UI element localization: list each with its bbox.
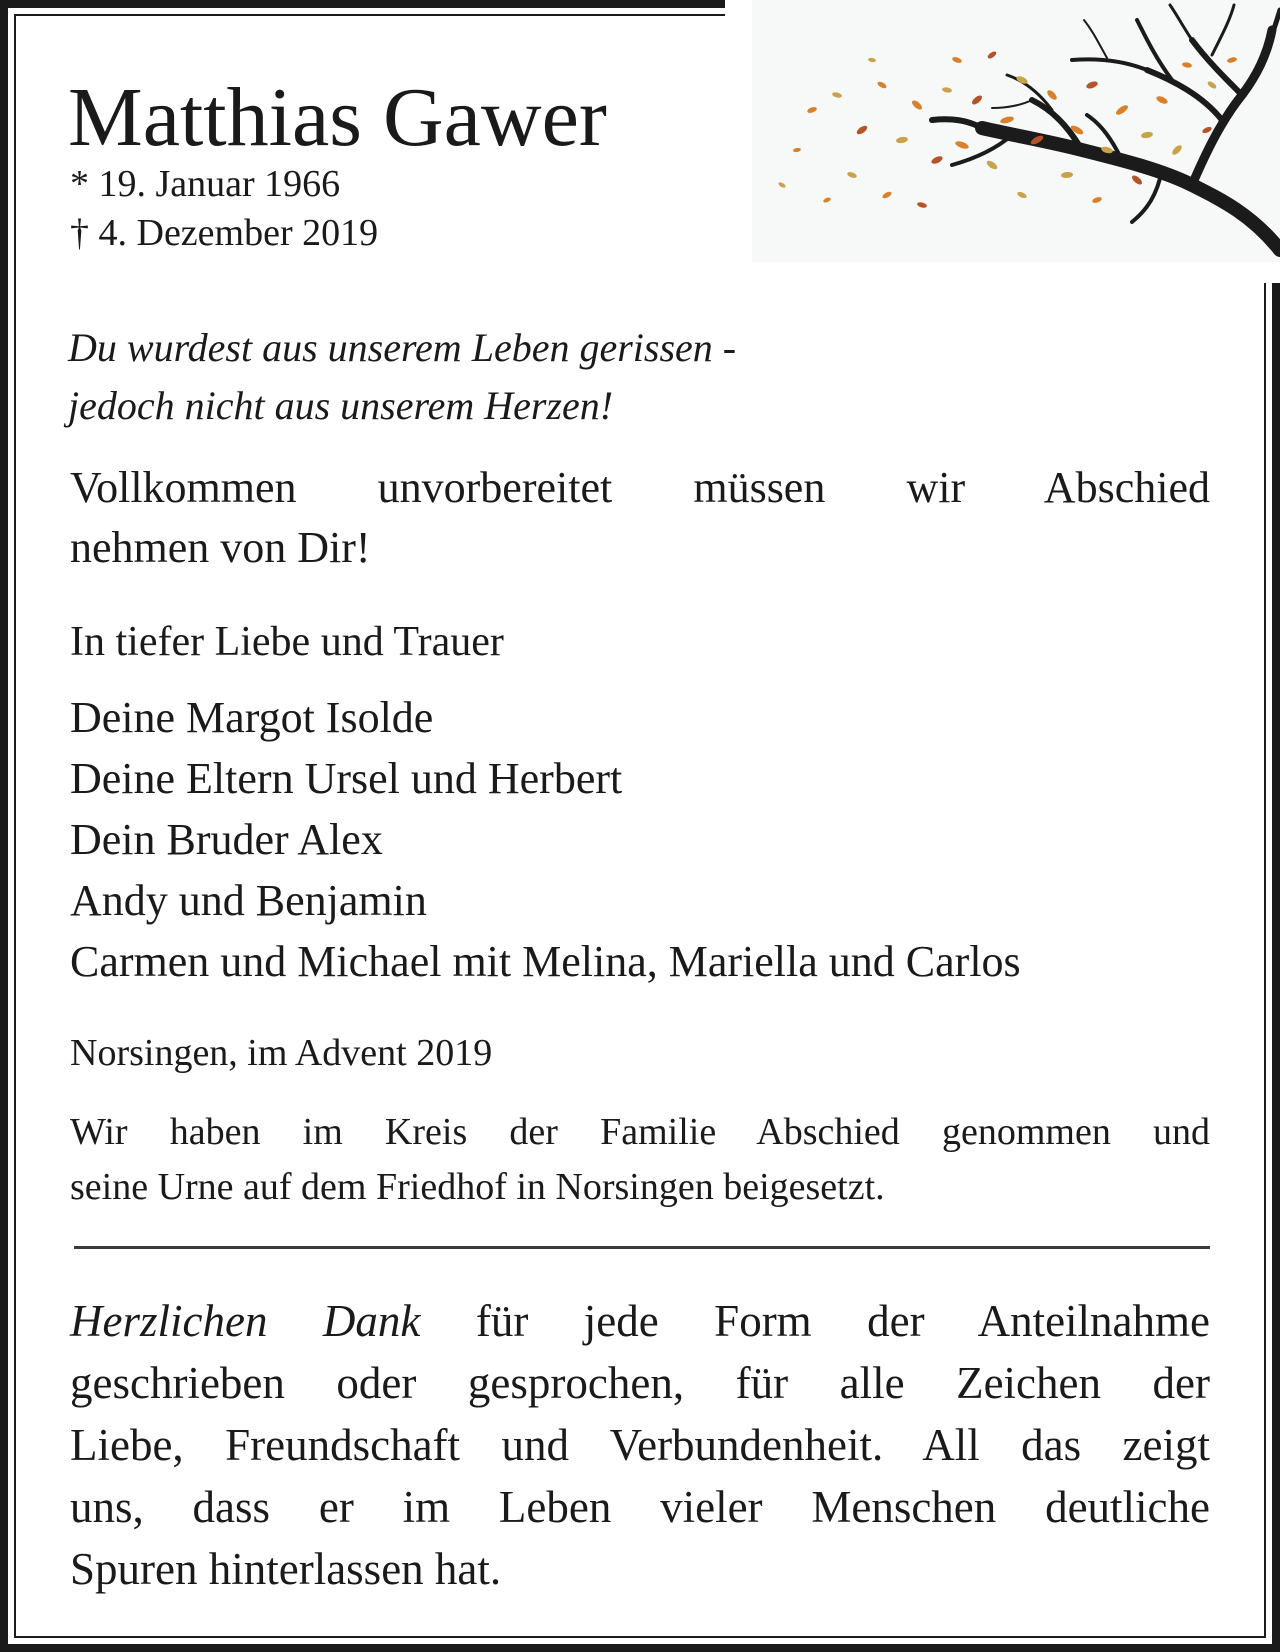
thanks-line-2: geschrieben oder gesprochen, für alle Zeichen der (70, 1358, 1210, 1408)
thanks-line-4: uns, dass er im Leben vieler Menschen deutliche (70, 1482, 1210, 1532)
quote-line-1: Du wurdest aus unserem Leben gerissen - (68, 325, 737, 370)
intro-line-2: nehmen von Dir! (70, 523, 371, 572)
birth-date: * 19. Januar 1966 (70, 163, 341, 205)
frame-right-inner (1264, 283, 1266, 1638)
thanks-line-1-rest: für jede Form der Anteilnahme (475, 1296, 1211, 1346)
frame-left-outer (0, 0, 8, 1652)
death-date: † 4. Dezember 2019 (70, 212, 379, 254)
section-divider (74, 1246, 1210, 1249)
family-member: Deine Margot Isolde (70, 693, 434, 742)
intro-line-1: Vollkommen unvorbereitet müssen wir Abschied (70, 463, 1210, 512)
frame-bottom-outer (0, 1644, 1280, 1652)
place-and-date: Norsingen, im Advent 2019 (70, 1032, 493, 1074)
burial-note-line-1: Wir haben im Kreis der Familie Abschied genommen und (70, 1111, 1210, 1153)
frame-bottom-inner (14, 1636, 1266, 1638)
family-member: Dein Bruder Alex (70, 815, 383, 864)
family-member: Deine Eltern Ursel und Herbert (70, 754, 623, 803)
family-member: Andy und Benjamin (70, 876, 427, 925)
family-member: Carmen und Michael mit Melina, Mariella und Carlos (70, 937, 1021, 986)
frame-right-outer (1272, 283, 1280, 1652)
quote-line-2: jedoch nicht aus unserem Herzen! (68, 383, 614, 428)
deceased-name: Matthias Gawer (68, 71, 607, 164)
frame-top-inner (14, 14, 725, 16)
thanks-emphasis: Herzlichen Dank (70, 1296, 421, 1346)
tree-branch-illustration (752, 0, 1280, 262)
tree-branch-icon (752, 0, 1280, 262)
thanks-line-3: Liebe, Freundschaft und Verbundenheit. All das zeigt (70, 1420, 1210, 1470)
mourning-line: In tiefer Liebe und Trauer (70, 619, 504, 665)
thanks-line-5: Spuren hinterlassen hat. (70, 1544, 502, 1594)
frame-left-inner (14, 14, 16, 1638)
thanks-line-1 (70, 1290, 1210, 1352)
burial-note-line-2: seine Urne auf dem Friedhof in Norsingen beigesetzt. (70, 1166, 885, 1208)
frame-top-outer (0, 0, 725, 8)
